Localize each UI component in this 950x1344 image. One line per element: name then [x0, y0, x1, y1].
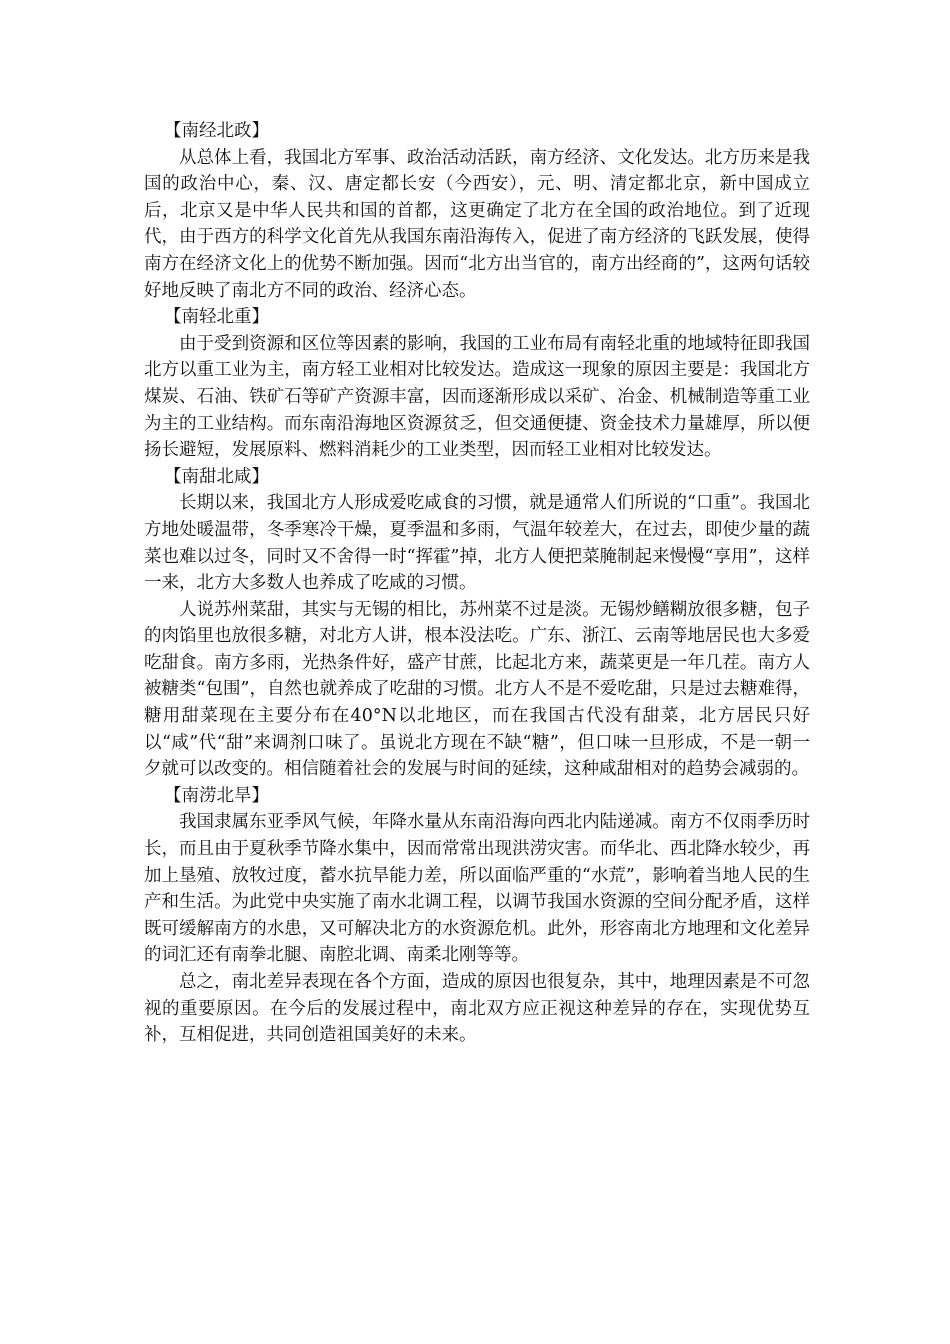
paragraph: 总之，南北差异表现在各个方面，造成的原因也很复杂，其中，地理因素是不可忽视的重要原因。在今后的发展过程中，南北双方应正视这种差异的存在，实现优势互补，互相促进，共同创造祖国美好的未来。: [144, 972, 810, 1046]
paragraph: 长期以来，我国北方人形成爱吃咸食的习惯，就是通常人们所说的“口重”。我国北方地处暖温带，冬季寒冷干燥，夏季温和多雨，气温年较差大，在过去，即使少量的蔬菜也难以过冬，同时又不舍得一时“挥霍”掉，北方人便把菜腌制起来慢慢“享用”，这样一来，北方大多数人也养成了吃咸的习惯。: [144, 493, 810, 594]
section-heading: 【南经北政】: [164, 121, 269, 141]
paragraph: 由于受到资源和区位等因素的影响，我国的工业布局有南轻北重的地域特征即我国北方以重工业为主，南方轻工业相对比较发达。造成这一现象的原因主要是：我国北方煤炭、石油、铁矿石等矿产资源丰富，因而逐渐形成以采矿、冶金、机械制造等重工业为主的工业结构。而东南沿海地区资源贫乏，但交通便捷、资金技术力量雄厚，所以便扬长避短，发展原料、燃料消耗少的工业类型，因而轻工业相对比较发达。: [144, 333, 810, 461]
section-heading: 【南涝北旱】: [164, 785, 269, 806]
paragraph: 从总体上看，我国北方军事、政治活动活跃，南方经济、文化发达。北方历来是我国的政治中心，秦、汉、唐定都长安（今西安），元、明、清定都北京，新中国成立后，北京又是中华人民共和国的首都，这更确定了北方在全国的政治地位。到了近现代，由于西方的科学文化首先从我国东南沿海传入，促进了南方经济的飞跃发展，使得南方在经济文化上的优势不断加强。因而“北方出当官的，南方出经商的”，这两句话较好地反映了南北方不同的政治、经济心态。: [144, 147, 810, 301]
section-heading: 【南轻北重】: [164, 307, 269, 328]
document-body: [144, 118, 810, 1049]
paragraph: 人说苏州菜甜，其实与无锡的相比，苏州菜不过是淡。无锡炒鳝糊放很多糖，包子的肉馅里也放很多糖，对北方人讲，根本没法吃。广东、浙江、云南等地居民也大多爱吃甜食。南方多雨，光热条件好，盛产甘蔗，比起北方来，蔬菜更是一年几茬。南方人被糖类“包围”，自然也就养成了吃甜的习惯。北方人不是不爱吃甜，只是过去糖难得，糖用甜菜现在主要分布在40°N以北地区，而在我国古代没有甜菜，北方居民只好以“咸”代“甜”来调剂口味了。虽说北方现在不缺“糖”，但口味一旦形成，不是一朝一夕就可以改变的。相信随着社会的发展与时间的延续，这种咸甜相对的趋势会减弱的。: [144, 599, 810, 780]
section-heading: 【南甜北咸】: [164, 466, 269, 487]
paragraph: 我国隶属东亚季风气候，年降水量从东南沿海向西北内陆递减。南方不仅雨季历时长，而且由于夏秋季节降水集中，因而常常出现洪涝灾害。而华北、西北降水较少，再加上垦殖、放牧过度，蓄水抗旱能力差，所以面临严重的“水荒”，影响着当地人民的生产和生活。为此党中央实施了南水北调工程，以调节我国水资源的空间分配矛盾，这样既可缓解南方的水患，又可解决北方的水资源危机。此外，形容南北方地理和文化差异的词汇还有南拳北腿、南腔北调、南柔北刚等等。: [144, 812, 810, 966]
